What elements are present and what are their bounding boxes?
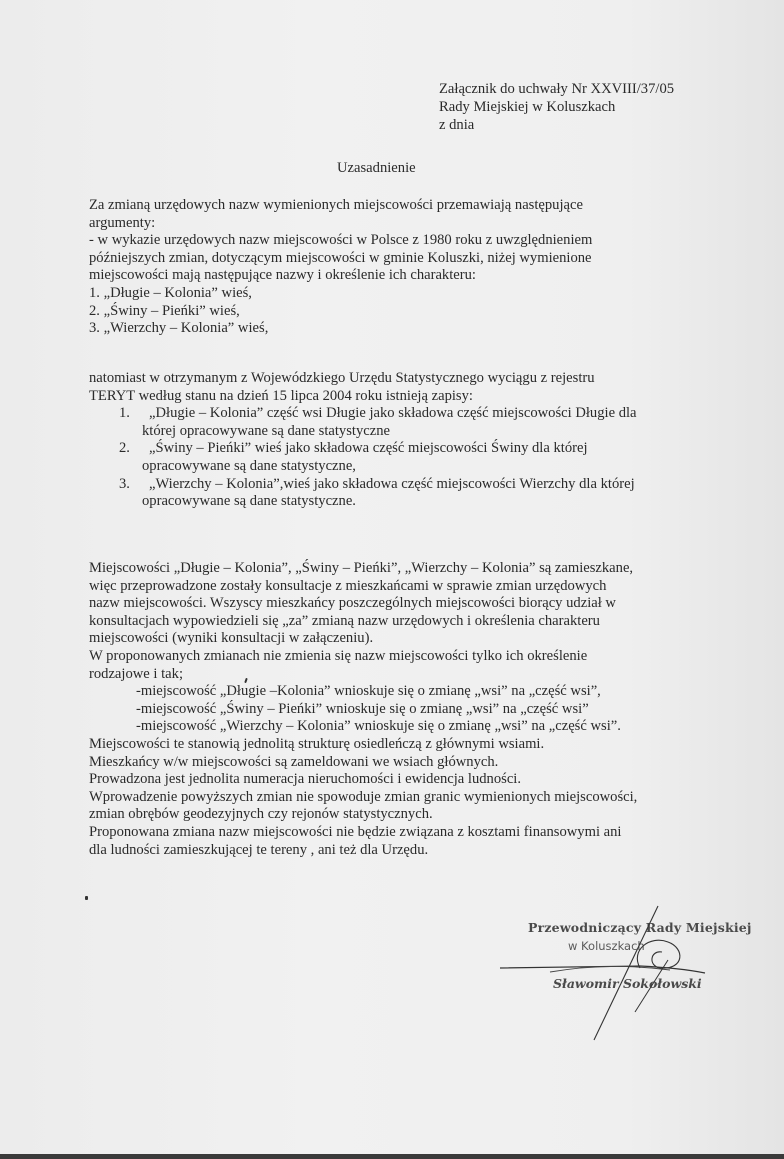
list-number: 1. <box>119 405 130 422</box>
intro-list-item: 3. „Wierzchy – Kolonia” wieś, <box>89 320 269 337</box>
intro-line: Za zmianą urzędowych nazw wymienionych miejscowości przemawiają następujące <box>89 197 583 213</box>
teryt-line: natomiast w otrzymanym z Wojewódzkiego Urzędu Statystycznego wyciągu z rejestru <box>89 370 595 386</box>
intro-list-item: 2. „Świny – Pieńki” wieś, <box>89 302 240 319</box>
teryt-paragraph <box>89 370 637 511</box>
teryt-list-item <box>89 440 637 458</box>
body-line: konsultacjach wypowiedzieli się „za” zmianą nazw urzędowych i określenia charakteru <box>89 612 600 629</box>
intro-line: argumenty: <box>89 214 156 231</box>
closing-line: Miejscowości te stanowią jednolitą strukturę osiedleńczą z głównymi wsiami. <box>89 735 545 752</box>
intro-line: późniejszych zmian, dotyczącym miejscowości w gminie Koluszki, niżej wymienione <box>89 249 592 266</box>
handwritten-signature-icon <box>490 890 750 1050</box>
change-item: -miejscowość „Świny – Pieńki” wnioskuje się o zmianę „wsi” na „część wsi” <box>136 700 589 717</box>
list-number: 2. <box>119 440 130 457</box>
body-line: Miejscowości „Długie – Kolonia”, „Świny – Pieńki”, „Wierzchy – Kolonia” są zamieszkane, <box>89 560 634 576</box>
body-line: rodzajowe i tak; <box>89 665 184 682</box>
stamp-name: Sławomir Sokołowski <box>553 976 702 991</box>
intro-line: - w wykazie urzędowych nazw miejscowości w Polsce z 1980 roku z uwzględnieniem <box>89 232 593 249</box>
intro-paragraph <box>89 197 592 338</box>
list-number: 3. <box>119 475 130 492</box>
closing-line: zmian obrębów geodezyjnych czy rejonów statystycznych. <box>89 806 433 823</box>
body-line: miejscowości (wyniki konsultacji w załączeniu). <box>89 630 374 647</box>
list-text: „Wierzchy – Kolonia”,wieś jako składowa część miejscowości Wierzchy dla której <box>149 475 635 492</box>
body-line: nazw miejscowości. Wszyscy mieszkańcy poszczególnych miejscowości biorący udział w <box>89 595 616 612</box>
header-line-date: z dnia <box>439 117 475 133</box>
list-continuation: opracowywane są dane statystyczne, <box>142 457 356 474</box>
header-line-resolution: Załącznik do uchwały Nr XXVIII/37/05 <box>439 81 675 97</box>
scan-edge <box>0 1154 784 1159</box>
closing-line: Prowadzona jest jednolita numeracja nieruchomości i ewidencja ludności. <box>89 771 521 788</box>
list-continuation: której opracowywane są dane statystyczne <box>142 422 390 439</box>
list-text: „Świny – Pieńki” wieś jako składowa część miejscowości Świny dla której <box>149 440 588 457</box>
body-line: więc przeprowadzone zostały konsultacje z mieszkańcami w sprawie zmian urzędowych <box>89 577 607 594</box>
closing-line: Mieszkańcy w/w miejscowości są zameldowani we wsiach głównych. <box>89 753 499 770</box>
change-item: -miejscowość „Wierzchy – Kolonia” wnioskuje się o zmianę „wsi” na „część wsi”. <box>136 718 621 735</box>
closing-line: Wprowadzenie powyższych zmian nie spowoduje zmian granic wymienionych miejscowości, <box>89 788 638 805</box>
header-line-council: Rady Miejskiej w Koluszkach <box>439 99 616 115</box>
ink-speck <box>85 896 88 900</box>
attachment-header <box>439 80 674 134</box>
teryt-line: TERYT według stanu na dzień 15 lipca 2004 roku istnieją zapisy: <box>89 387 473 404</box>
list-text: „Długie – Kolonia” część wsi Długie jako składowa część miejscowości Długie dla <box>149 405 637 422</box>
stamp-title: Przewodniczący Rady Miejskiej <box>528 920 752 935</box>
teryt-list-item <box>89 405 637 423</box>
intro-line: miejscowości mają następujące nazwy i określenie ich charakteru: <box>89 267 476 284</box>
change-item: -miejscowość „Długie –Kolonia” wnioskuje się o zmianę „wsi” na „część wsi”, <box>136 683 601 700</box>
closing-line: dla ludności zamieszkującej te tereny , ani też dla Urzędu. <box>89 841 429 858</box>
body-line: W proponowanych zmianach nie zmienia się nazw miejscowości tylko ich określenie <box>89 647 588 664</box>
stamp-city: w Koluszkach <box>568 939 645 953</box>
list-continuation: opracowywane są dane statystyczne. <box>142 493 356 510</box>
body-paragraph <box>89 560 637 859</box>
intro-list-item: 1. „Długie – Kolonia” wieś, <box>89 284 252 301</box>
teryt-list-item <box>89 476 637 494</box>
closing-line: Proponowana zmiana nazw miejscowości nie będzie związana z kosztami finansowymi ani <box>89 823 622 840</box>
document-title: Uzasadnienie <box>337 160 416 176</box>
